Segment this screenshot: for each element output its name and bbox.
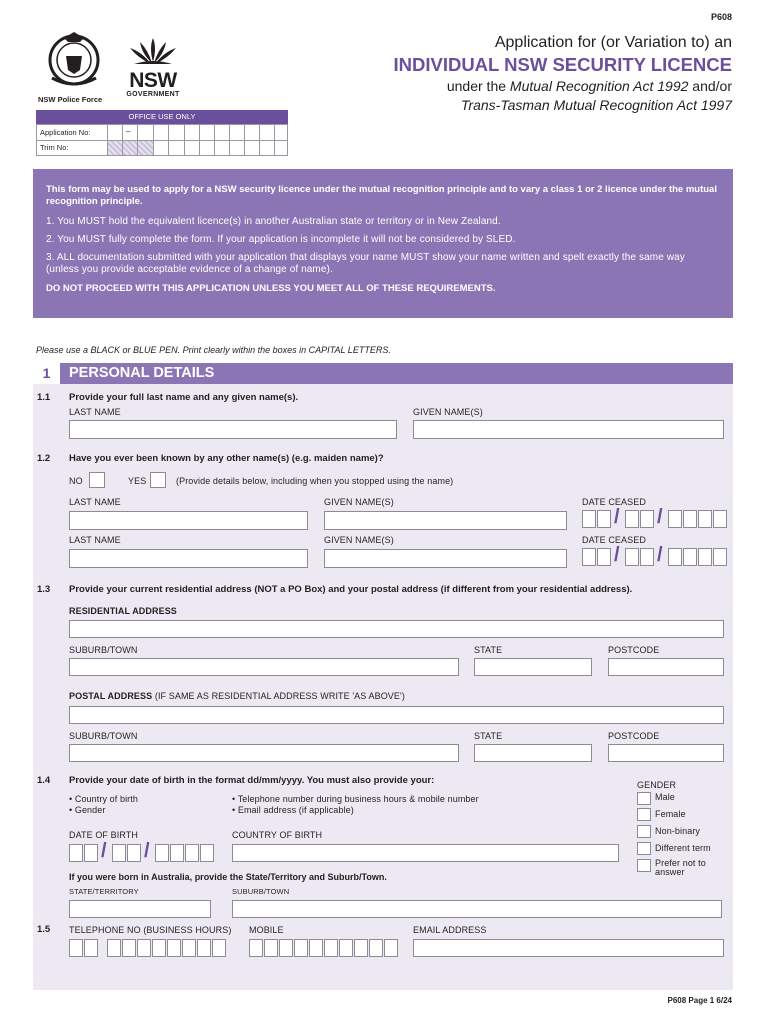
police-crest-icon <box>38 30 110 88</box>
residential-address-label: RESIDENTIAL ADDRESS <box>69 606 177 616</box>
section-header <box>33 363 733 384</box>
info-item-3: 3. ALL documentation submitted with your application that displays your name MUST show your name written and spelt exactly the same way (unless you provide acceptable evidence of a change of name). <box>46 252 685 275</box>
res-state-input[interactable] <box>474 658 592 676</box>
q1-2-yes-checkbox[interactable] <box>150 472 166 488</box>
gender-nonbinary-label: Non-binary <box>655 826 701 836</box>
gender-male-checkbox[interactable] <box>637 792 651 805</box>
cob-label: COUNTRY OF BIRTH <box>232 830 323 840</box>
gender-different-checkbox[interactable] <box>637 842 651 855</box>
q1-2-yes-label: YES <box>128 476 147 486</box>
office-trim-shade <box>107 141 153 155</box>
res-postcode-input[interactable] <box>608 658 724 676</box>
res-suburb-label: SUBURB/TOWN <box>69 645 138 655</box>
nsw-government-logo <box>122 36 184 98</box>
mobile-input[interactable] <box>249 939 404 959</box>
nsw-police-logo <box>38 30 110 104</box>
gender-prefer-not-checkbox[interactable] <box>637 859 651 872</box>
office-app-label: Application No: <box>40 128 91 137</box>
q1-2-no-label: NO <box>69 476 83 486</box>
q1-4-number: 1.4 <box>37 775 51 786</box>
gender-prefer-not-label: Prefer not to answer <box>655 858 706 877</box>
q1-2-yes-note: (Provide details below, including when you stopped using the name) <box>176 476 454 486</box>
q1-3-number: 1.3 <box>37 584 51 595</box>
title-under: under the <box>446 78 507 94</box>
born-in-australia-text: If you were born in Australia, provide the State/Territory and Suburb/Town. <box>69 872 387 882</box>
office-use-table <box>36 124 288 156</box>
telephone-input[interactable] <box>69 939 239 959</box>
nsw-logo-text: NSW <box>129 69 177 92</box>
gender-male-label: Male <box>655 792 675 802</box>
title-line-3 <box>447 78 732 94</box>
last-name-input[interactable] <box>69 420 397 439</box>
office-app-row <box>37 125 287 141</box>
dob-label: DATE OF BIRTH <box>69 830 138 840</box>
dob-input[interactable]: / / <box>69 844 219 864</box>
birth-suburb-label: SUBURB/TOWN <box>232 887 290 896</box>
q1-5-number: 1.5 <box>37 924 51 935</box>
gender-label: GENDER <box>637 780 677 790</box>
info-intro: This form may be used to apply for a NSW security licence under the mutual recognition principle and to vary a class 1 or 2 licence under the mutual recognition principle. <box>46 184 717 207</box>
gender-female-checkbox[interactable] <box>637 808 651 821</box>
q1-2-number: 1.2 <box>37 453 51 464</box>
title-act-1997: Trans-Tasman Mutual Recognition Act 1997 <box>460 97 732 113</box>
residential-address-input[interactable] <box>69 620 724 638</box>
gender-different-label: Different term <box>655 843 711 853</box>
q1-2-no-checkbox[interactable] <box>89 472 105 488</box>
title-act-1992: Mutual Recognition Act 1992 <box>509 78 689 94</box>
given-names-input[interactable] <box>413 420 724 439</box>
gender-nonbinary-checkbox[interactable] <box>637 825 651 838</box>
other-given-names-input-2[interactable] <box>324 549 567 568</box>
res-state-label: STATE <box>474 645 503 655</box>
gender-female-label: Female <box>655 809 686 819</box>
office-app-dash: – <box>126 127 131 136</box>
cob-input[interactable] <box>232 844 619 862</box>
birth-state-input[interactable] <box>69 900 211 918</box>
office-use-header: OFFICE USE ONLY <box>36 110 288 124</box>
q1-1-number: 1.1 <box>37 392 51 403</box>
date-ceased-label-2: DATE CEASED <box>582 535 646 545</box>
nsw-logo-subtext: GOVERNMENT <box>126 91 180 98</box>
email-input[interactable] <box>413 939 724 957</box>
mobile-label: MOBILE <box>249 925 284 935</box>
waratah-icon <box>124 36 182 66</box>
page-footer: P608 Page 1 6/24 <box>667 996 732 1005</box>
form-code: P608 <box>710 12 732 22</box>
date-ceased-label-1: DATE CEASED <box>582 497 646 507</box>
birth-state-label: STATE/TERRITORY <box>69 887 139 896</box>
date-ceased-input-1[interactable]: / / <box>582 510 732 530</box>
section-title: PERSONAL DETAILS <box>69 365 215 381</box>
other-last-name-label-1: LAST NAME <box>69 497 121 507</box>
postal-address-label <box>69 691 405 701</box>
postal-address-bold: POSTAL ADDRESS <box>69 691 153 701</box>
res-suburb-input[interactable] <box>69 658 459 676</box>
postal-address-input[interactable] <box>69 706 724 724</box>
email-label: EMAIL ADDRESS <box>413 925 487 935</box>
post-state-label: STATE <box>474 731 503 741</box>
info-warning: DO NOT PROCEED WITH THIS APPLICATION UNLESS YOU MEET ALL OF THESE REQUIREMENTS. <box>46 283 496 294</box>
info-item-2: 2. You MUST fully complete the form. If your application is incomplete it will not be considered by SLED. <box>46 234 516 245</box>
q1-1-given-names-label: GIVEN NAME(S) <box>413 407 483 417</box>
q1-4-bullet-country: • Country of birth <box>69 794 138 804</box>
q1-4-bullet-telephone: • Telephone number during business hours & mobile number <box>232 794 479 804</box>
res-postcode-label: POSTCODE <box>608 645 660 655</box>
info-item-1: 1. You MUST hold the equivalent licence(s) in another Australian state or territory or in New Zealand. <box>46 216 501 227</box>
post-postcode-label: POSTCODE <box>608 731 660 741</box>
q1-4-bullet-gender: • Gender <box>69 805 106 815</box>
other-last-name-input-2[interactable] <box>69 549 308 568</box>
title-andor: and/or <box>692 78 732 94</box>
post-suburb-input[interactable] <box>69 744 459 762</box>
post-suburb-label: SUBURB/TOWN <box>69 731 138 741</box>
date-ceased-input-2[interactable]: / / <box>582 548 732 568</box>
title-line-1: Application for (or Variation to) an <box>494 34 732 51</box>
q1-4-bullet-email: • Email address (if applicable) <box>232 805 354 815</box>
q1-2-text: Have you ever been known by any other name(s) (e.g. maiden name)? <box>69 453 384 464</box>
q1-4-text: Provide your date of birth in the format dd/mm/yyyy. You must also provide your: <box>69 775 435 786</box>
q1-3-text: Provide your current residential address (NOT a PO Box) and your postal address (if different from your residential address). <box>69 584 633 595</box>
other-last-name-input-1[interactable] <box>69 511 308 530</box>
other-given-names-label-1: GIVEN NAME(S) <box>324 497 394 507</box>
postal-address-note: (IF SAME AS RESIDENTIAL ADDRESS WRITE 'AS ABOVE') <box>154 691 405 701</box>
pen-note: Please use a BLACK or BLUE PEN. Print clearly within the boxes in CAPITAL LETTERS. <box>36 345 391 355</box>
page-title: INDIVIDUAL NSW SECURITY LICENCE <box>393 54 732 75</box>
other-last-name-label-2: LAST NAME <box>69 535 121 545</box>
police-logo-text: NSW Police Force <box>38 95 103 104</box>
birth-suburb-input[interactable] <box>232 900 722 918</box>
q1-1-text: Provide your full last name and any given name(s). <box>69 392 299 403</box>
info-box <box>33 169 733 318</box>
office-trim-row <box>37 141 287 155</box>
other-given-names-input-1[interactable] <box>324 511 567 530</box>
office-trim-label: Trim No: <box>40 143 69 152</box>
q1-1-last-name-label: LAST NAME <box>69 407 121 417</box>
other-given-names-label-2: GIVEN NAME(S) <box>324 535 394 545</box>
post-state-input[interactable] <box>474 744 592 762</box>
post-postcode-input[interactable] <box>608 744 724 762</box>
section-number: 1 <box>33 363 60 384</box>
telephone-label: TELEPHONE NO (BUSINESS HOURS) <box>69 925 232 935</box>
